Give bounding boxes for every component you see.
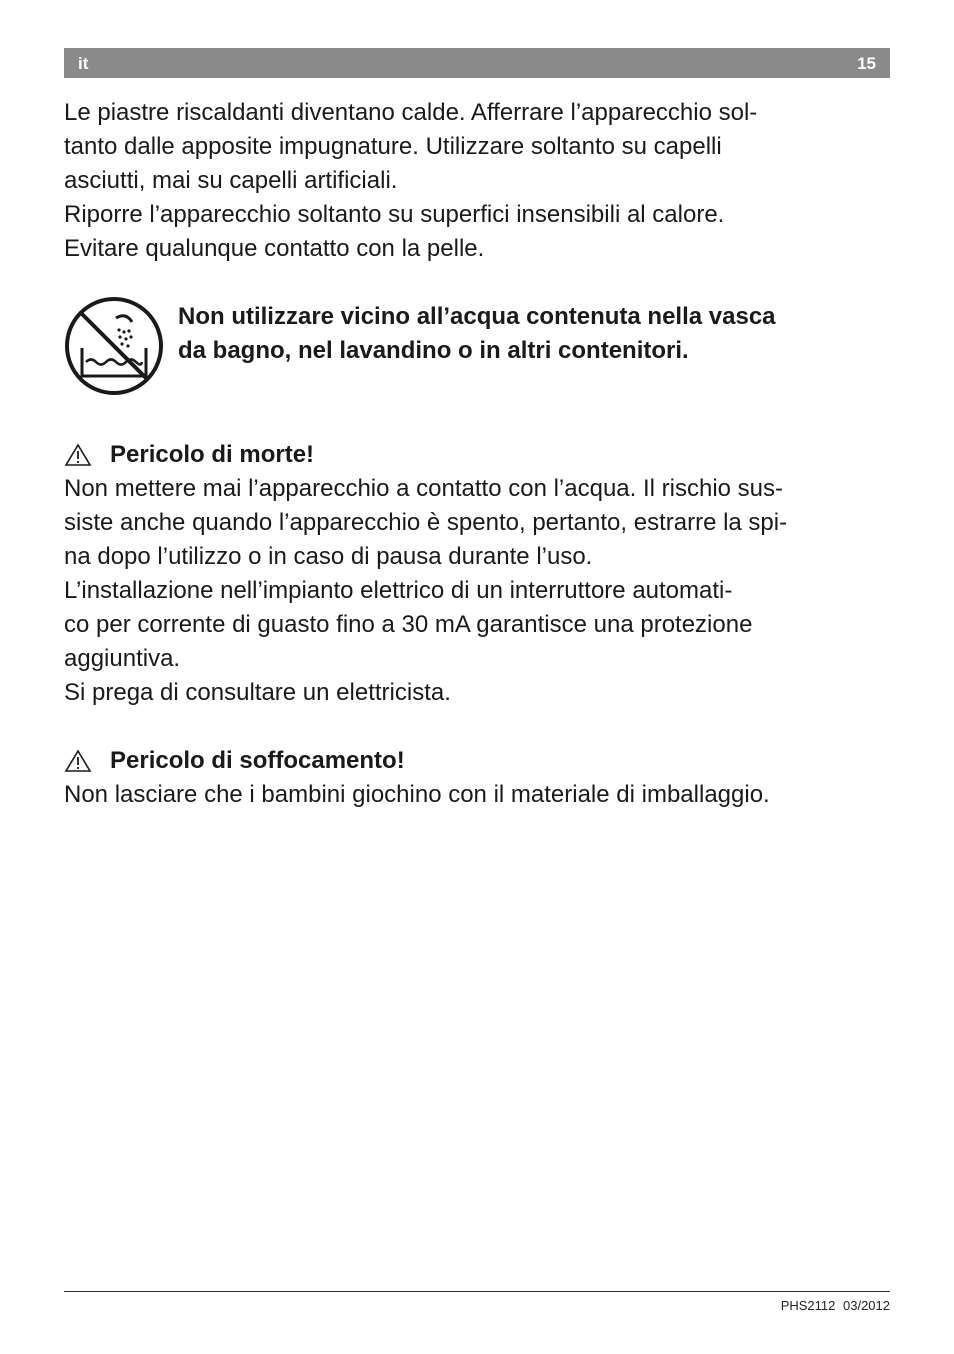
danger-death-line: aggiuntiva. <box>64 645 181 672</box>
header-bar <box>64 48 890 78</box>
no-water-near-bath-icon <box>64 296 164 396</box>
danger-death-section <box>64 438 894 710</box>
danger-death-line: na dopo l’utilizzo o in caso di pausa durante l’uso. <box>64 543 593 570</box>
footer-date: 03/2012 <box>843 1298 890 1313</box>
danger-suffocation-line: Non lasciare che i bambini giochino con il materiale di imballaggio. <box>64 781 770 808</box>
intro-text <box>64 96 894 266</box>
warning-triangle-icon <box>64 749 92 773</box>
footer-model: PHS2112 <box>780 1298 836 1313</box>
intro-line: Le piastre riscaldanti diventano calde. Afferrare l’apparecchio sol- <box>64 99 758 126</box>
danger-suffocation-heading <box>64 744 894 778</box>
footer-divider <box>64 1291 890 1292</box>
danger-death-line: siste anche quando l’apparecchio è spento, pertanto, estrarre la spi- <box>64 509 788 536</box>
water-warning <box>64 296 894 400</box>
intro-line: Evitare qualunque contatto con la pelle. <box>64 235 485 262</box>
danger-death-title: Pericolo di morte! <box>110 441 315 468</box>
intro-line: asciutti, mai su capelli artificiali. <box>64 167 398 194</box>
intro-line: tanto dalle apposite impugnature. Utilizzare soltanto su capelli <box>64 133 722 160</box>
danger-suffocation-title: Pericolo di soffocamento! <box>110 747 405 774</box>
footer <box>781 1298 890 1313</box>
intro-line: Riporre l’apparecchio soltanto su superfici insensibili al calore. <box>64 201 725 228</box>
water-warning-text <box>178 300 894 368</box>
danger-death-line: Si prega di consultare un elettricista. <box>64 679 451 706</box>
danger-death-heading <box>64 438 894 472</box>
danger-death-line: L’installazione nell’impianto elettrico di un interruttore automati- <box>64 577 733 604</box>
danger-death-line: co per corrente di guasto fino a 30 mA garantisce una protezione <box>64 611 753 638</box>
danger-death-line: Non mettere mai l’apparecchio a contatto con l’acqua. Il rischio sus- <box>64 475 784 502</box>
danger-suffocation-section <box>64 744 894 812</box>
language-code: it <box>78 54 89 73</box>
warning-triangle-icon <box>64 443 92 467</box>
water-warning-line: Non utilizzare vicino all’acqua contenuta nella vasca <box>178 303 776 330</box>
water-warning-line: da bagno, nel lavandino o in altri contenitori. <box>178 337 689 364</box>
page-number: 15 <box>857 54 876 73</box>
